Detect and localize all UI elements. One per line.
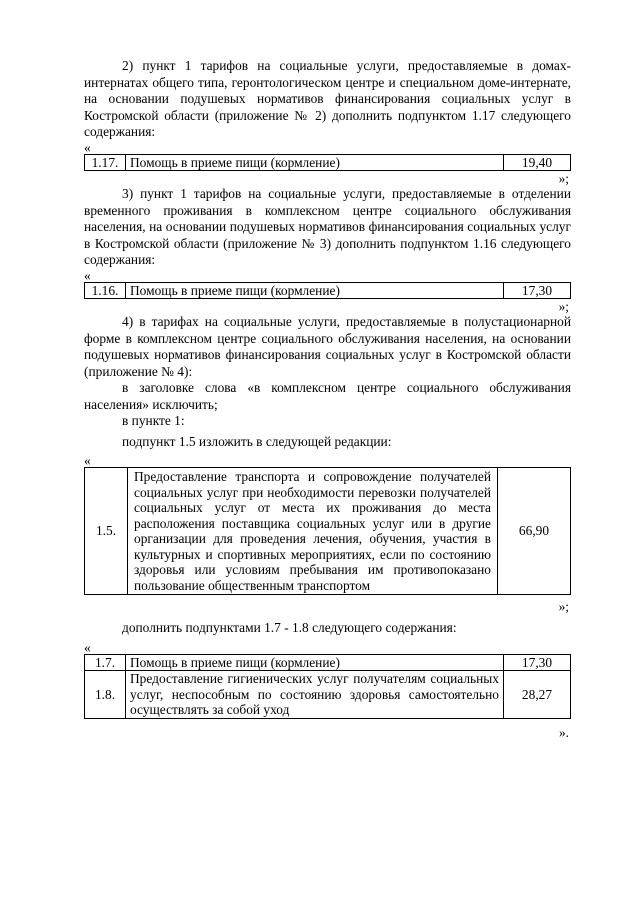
quote-close: »; [558,171,569,186]
row-value: 28,27 [504,671,571,719]
row-value: 17,30 [504,654,571,671]
paragraph-4a: в заголовке слова «в комплексном центре социального обслуживания населения» исключить; [84,380,571,412]
quote-close: ». [558,724,569,740]
quote-open: « [84,453,91,468]
table-1-5 [84,467,571,595]
row-text: Помощь в приеме пищи (кормление) [126,282,504,299]
table-1-17 [84,154,571,172]
table-row [85,671,571,719]
row-number: 1.16. [85,282,126,299]
row-value: 19,40 [504,154,571,171]
paragraph-4: 4) в тарифах на социальные услуги, предоставляемые в полустационарной форме в комплексном центре социального обслуживания населения, на основании подушевых нормативов финансирования социальных услуг в Костромской области (приложение № 4): [84,314,571,379]
row-number: 1.7. [85,654,126,671]
row-value: 17,30 [504,282,571,299]
quote-open: « [84,139,91,155]
table-1-16 [84,282,571,300]
quote-close: »; [558,599,569,614]
table-row [85,654,571,671]
table-row [85,154,571,171]
paragraph-4c: подпункт 1.5 изложить в следующей редакции: [122,433,392,449]
row-number: 1.8. [85,671,126,719]
paragraph-3: 3) пункт 1 тарифов на социальные услуги, предоставляемые в отделении временного проживания в комплексном центре социального обслуживания населения, на основании подушевых нормативов финансирования социальных услуг в Костромской области (приложение № 3) дополнить подпунктом 1.16 следующего содержания: [84,186,571,267]
quote-close: »; [558,299,569,314]
row-number: 1.17. [85,154,126,171]
paragraph-2: 2) пункт 1 тарифов на социальные услуги, предоставляемые в домах-интернатах общего типа, геронтологическом центре и специальном доме-интернате, на основании подушевых нормативов финансирования социальных услуг в Костромской области (приложение № 2) дополнить подпунктом 1.17 следующего содержания: [84,58,571,139]
document-page [84,58,571,740]
quote-open: « [84,267,91,283]
row-text: Помощь в приеме пищи (кормление) [126,154,504,171]
paragraph-4d: дополнить подпунктами 1.7 - 1.8 следующего содержания: [122,620,457,635]
row-value: 66,90 [498,468,571,595]
paragraph-4b: в пункте 1: [122,413,185,428]
table-row [85,282,571,299]
row-text: Предоставление транспорта и сопровождение получателей социальных услуг при необходимости перевозки получателей социальных услуг от места их проживания до места расположения поставщика социальных услуг или в другие организации для проведения лечения, обучения, участия в культурных и спортивных мероприятиях, если по состоянию здоровья или условиям пребывания им противопоказано пользование общественным транспортом [128,468,498,595]
row-text: Предоставление гигиенических услуг получателям социальных услуг, неспособным по состоянию здоровья самостоятельно осуществлять за собой уход [126,671,504,719]
row-number: 1.5. [85,468,128,595]
table-1-7-1-8 [84,654,571,719]
table-row [85,468,571,595]
quote-open: « [84,639,91,655]
row-text: Помощь в приеме пищи (кормление) [126,654,504,671]
